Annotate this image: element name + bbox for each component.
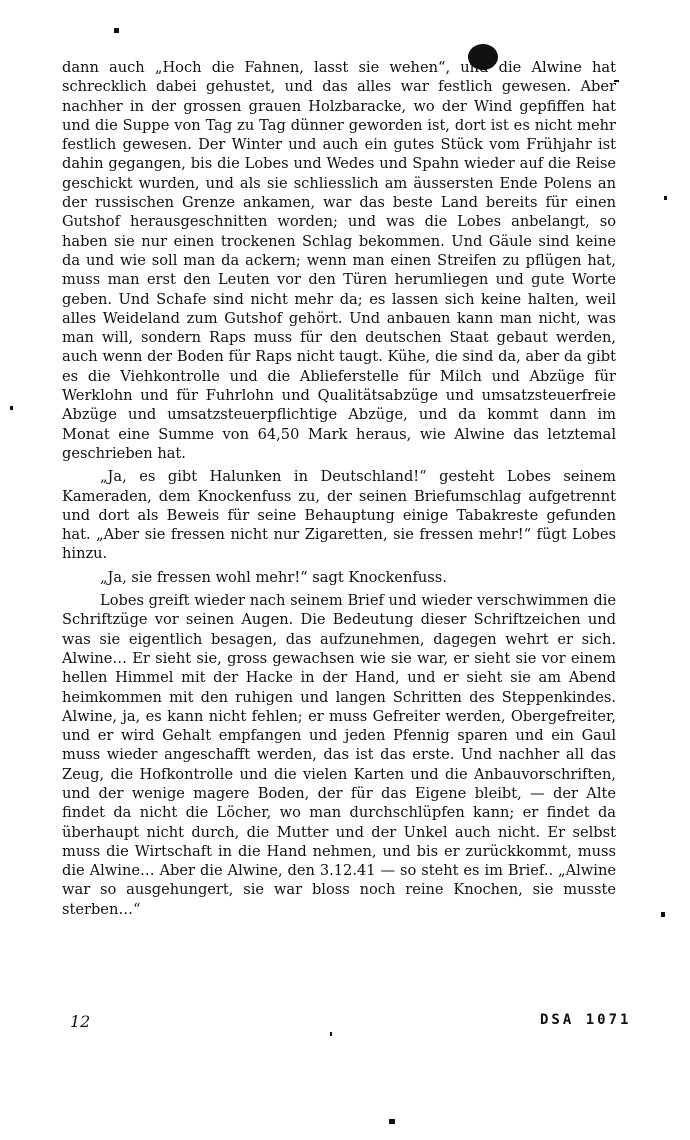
scan-speck [10,406,13,410]
body-text [62,58,616,919]
paragraph-1: dann auch „Hoch die Fahnen, lasst sie wehen“, und die Alwine hat schrecklich dabei gehustet, und das alles war festlich gewesen. Aber nachher in der grossen grauen Holzbaracke, wo der Wind gepfiffen hat und die Suppe von Tag zu Tag dünner geworden ist, dort ist es nicht mehr festlich gewesen. Der Winter und auch ein gutes Stück vom Frühjahr ist dahin gegangen, bis die Lobes und Wedes und Spahn wieder auf die Reise geschickt wurden, und als sie schliesslich am äussersten Ende Polens an der russischen Grenze ankamen, war das beste Land bereits für einen Gutshof herausgeschnitten worden; und was die Lobes anbelangt, so haben sie nur einen trockenen Schlag bekommen. Und Gäule sind keine da und wie soll man da ackern; wenn man einen Streifen zu pflügen hat, muss man erst den Leuten vor den Türen herumliegen und gute Worte geben. Und Schafe sind nicht mehr da; es lassen sich keine halten, weil alles Weideland zum Gutshof gehört. Und anbauen kann man nicht, was man will, sondern Raps muss für den deutschen Staat gebaut werden, auch wenn der Boden für Raps nicht taugt. Kühe, die sind da, aber da gibt es die Viehkontrolle und die Ablieferstelle für Milch und Abzüge für Werklohn und für Fuhrlohn und Qualitätsabzüge und umsatzsteuerfreie Abzüge und umsatzsteuerpflichtige Abzüge, und da kommt dann im Monat eine Summe von 64,50 Mark heraus, wie Alwine das letztemal geschrieben hat. [62,59,616,462]
archive-stamp: DSA 1071 [540,1012,632,1028]
paragraph-4: Lobes greift wieder nach seinem Brief und wieder verschwimmen die Schriftzüge vor seinen Augen. Die Bedeutung dieser Schriftzeichen und was sie eigentlich besagen, das aufzunehmen, dagegen wehrt er sich. Alwine… Er sieht sie, gross gewachsen wie sie war, er sieht sie vor einem hellen Himmel mit der Hacke in der Hand, und er sieht sie am Abend heimkommen mit den ruhigen und langen Schritten des Steppenkindes. Alwine, ja, es kann nicht fehlen; er muss Gefreiter werden, Obergefreiter, und er wird Gehalt empfangen und jeden Pfennig sparen und ein Gaul muss wieder angeschafft werden, das ist das erste. Und nachher all das Zeug, die Hofkontrolle und die vielen Karten und die Anbauvorschriften, und der wenige magere Boden, der für das Eigene bleibt, — der Alte findet da nicht die Löcher, wo man durchschlüpfen kann; er findet da überhaupt nicht durch, die Mutter und der Unkel auch nicht. Er selbst muss die Wirtschaft in die Hand nehmen, und bis er zurückkommt, muss die Alwine… Aber die Alwine, den 3.12.41 — so steht es im Brief.. „Alwine war so ausgehungert, sie war bloss noch reine Knochen, sie musste sterben…“ [62,592,616,918]
scan-speck [389,1119,395,1124]
page-number: 12 [70,1012,91,1031]
scan-speck [330,1032,332,1036]
scan-speck [664,196,667,200]
scan-speck [114,28,119,33]
paragraph-2: „Ja, es gibt Halunken in Deutschland!“ gesteht Lobes seinem Kameraden, dem Knockenfuss zu, der seinen Briefumschlag aufgetrennt und dort als Beweis für seine Behauptung einige Tabakreste gefunden hat. „Aber sie fressen nicht nur Zigaretten, sie fressen mehr!“ fügt Lobes hinzu. [62,468,616,563]
paragraph-3: „Ja, sie fressen wohl mehr!“ sagt Knockenfuss. [100,568,447,586]
scan-speck [661,912,665,917]
